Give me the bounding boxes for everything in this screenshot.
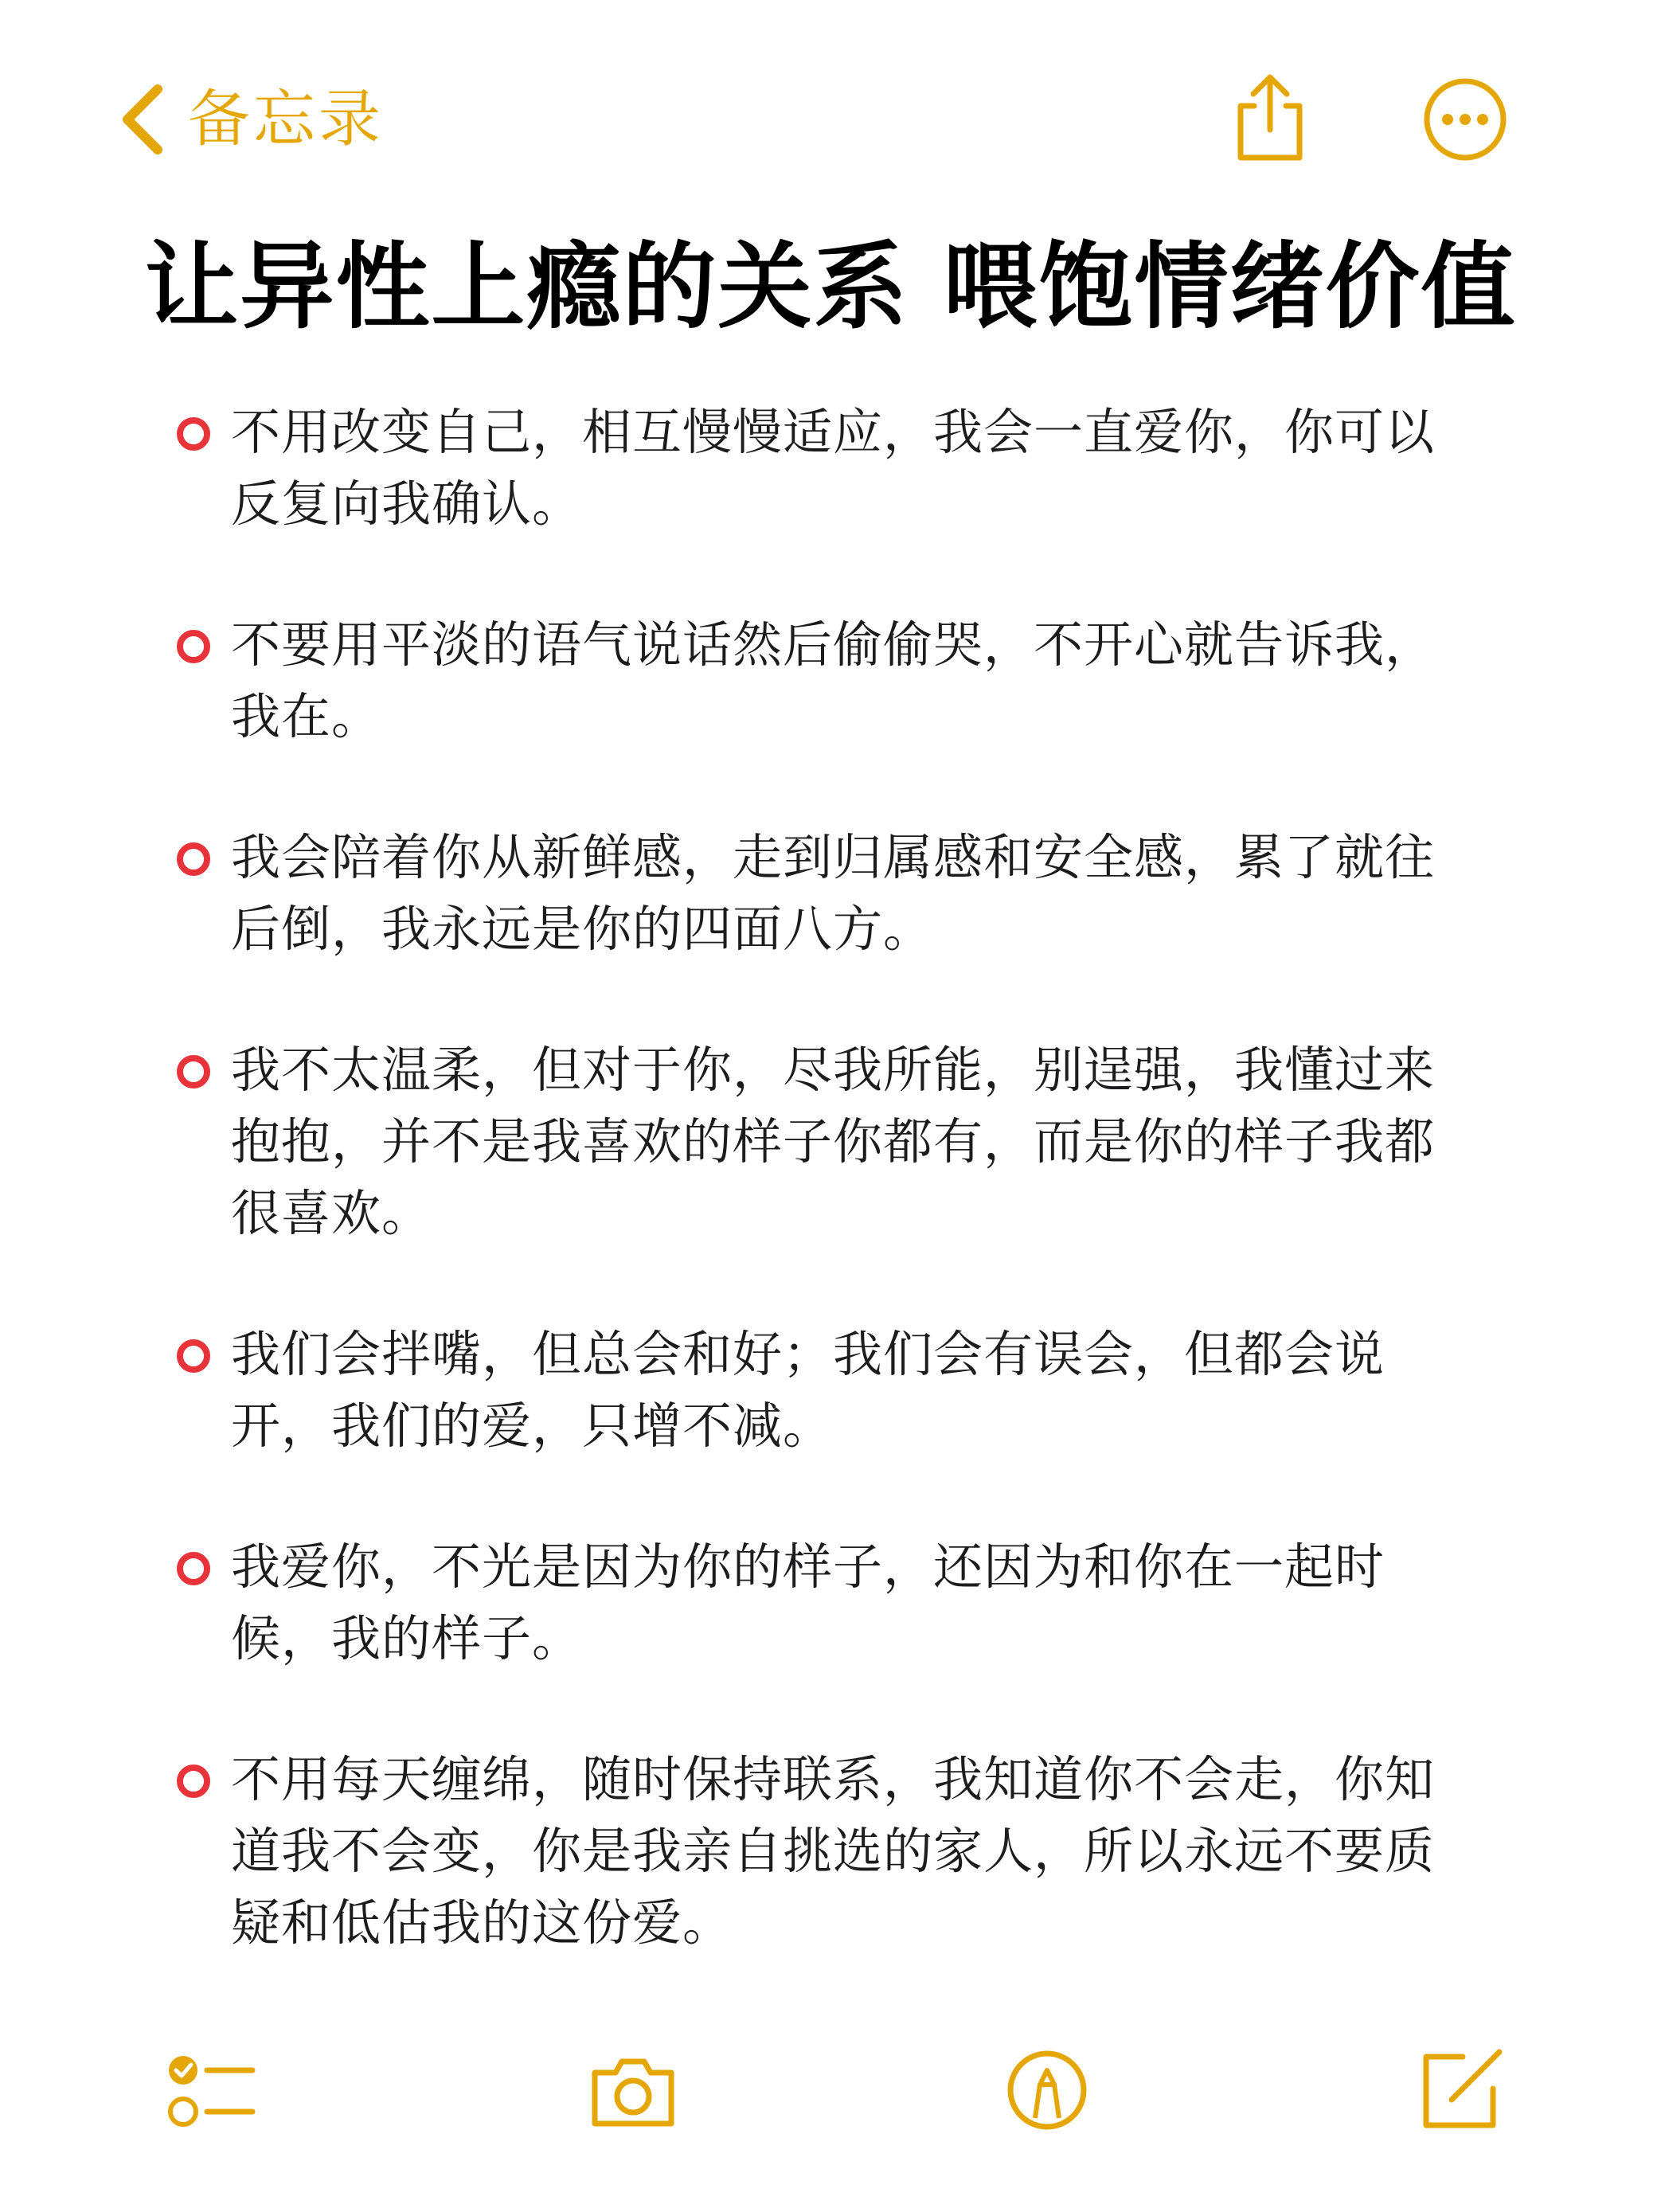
back-button[interactable] (119, 76, 384, 163)
chevron-left-icon (119, 83, 164, 156)
share-icon (1226, 154, 1314, 169)
markup-button[interactable] (1003, 2046, 1091, 2134)
list-item (175, 1319, 1481, 1462)
checklist-icon (163, 2046, 259, 2134)
list-item-text: 我会陪着你从新鲜感，走到归属感和安全感，累了就往后倒，我永远是你的四面八方。 (231, 828, 1436, 958)
back-label: 备忘录 (188, 84, 385, 155)
circle-bullet-icon (177, 842, 210, 876)
list-item-text: 我们会拌嘴，但总会和好；我们会有误会，但都会说开，我们的爱，只增不减。 (231, 1325, 1385, 1455)
list-item (175, 822, 1481, 965)
note-title: 让异性上瘾的关系 喂饱情绪价值 (144, 232, 1517, 342)
compose-button[interactable] (1413, 2042, 1509, 2134)
list-item (175, 1744, 1481, 1959)
circle-bullet-icon (177, 1765, 210, 1798)
list-item-text: 我不太温柔，但对于你，尽我所能，别逞强，我懂过来抱抱，并不是我喜欢的样子你都有，而是你的样子我都很喜欢。 (231, 1041, 1436, 1242)
checklist-button[interactable] (163, 2046, 259, 2134)
camera-button[interactable] (585, 2050, 681, 2130)
list-item (175, 1531, 1481, 1675)
circle-bullet-icon (177, 630, 210, 663)
list-item-text: 不用改变自己，相互慢慢适应，我会一直爱你，你可以反复向我确认。 (231, 403, 1436, 533)
list-item-text: 不用每天缠绵，随时保持联系，我知道你不会走，你知道我不会变，你是我亲自挑选的家人，所以永远不要质疑和低估我的这份爱。 (231, 1750, 1436, 1952)
note-body[interactable] (175, 397, 1481, 2028)
camera-icon (585, 2050, 681, 2130)
compose-icon (1413, 2042, 1509, 2134)
more-button[interactable] (1421, 76, 1509, 163)
circle-bullet-icon (177, 1339, 210, 1373)
list-item (175, 397, 1481, 540)
circle-bullet-icon (177, 417, 210, 451)
ellipsis-circle-icon (1421, 151, 1509, 166)
circle-bullet-icon (177, 1055, 210, 1088)
list-item-text: 我爱你，不光是因为你的样子，还因为和你在一起时候，我的样子。 (231, 1538, 1385, 1667)
share-button[interactable] (1226, 70, 1314, 166)
list-item-text: 不要用平淡的语气说话然后偷偷哭，不开心就告诉我，我在。 (231, 616, 1436, 745)
circle-bullet-icon (177, 1552, 210, 1585)
list-item (175, 1034, 1481, 1249)
list-item (175, 609, 1481, 752)
markup-pen-icon (1003, 2046, 1091, 2134)
